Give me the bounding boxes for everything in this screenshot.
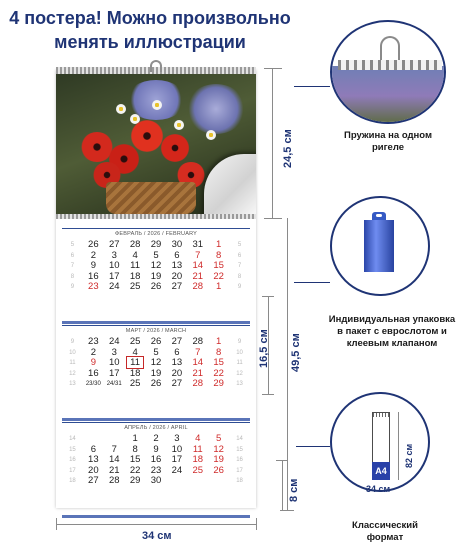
day-cell: 29 [213,378,224,389]
week-number: 16 [69,457,76,463]
day-cell: 28 [129,239,141,250]
lilac-flowers-right [186,84,246,134]
dim-width: 34 см [142,530,172,542]
day-cell: 25 [129,281,141,292]
day-cell: 19 [150,270,162,282]
daisy [206,130,216,140]
day-cell: 23 [150,464,162,476]
day-cell [187,476,208,487]
week-number: 10 [69,349,76,356]
day-cell: 20 [171,270,183,282]
week-row [62,261,250,272]
dim-tick [56,518,57,530]
hanging-hook-icon [380,36,400,60]
day-cell: 27 [88,475,99,486]
day-cell: 27 [171,281,183,292]
spring-detail-photo [332,66,446,124]
day-cell: 10 [108,260,120,271]
week-number: 17 [236,467,243,474]
week-number: 9 [70,284,75,290]
week-row [62,282,250,293]
week-row [62,240,250,251]
week-number: 7 [70,263,75,269]
flower-poster [56,74,256,214]
day-cell: 17 [108,367,120,379]
day-cell: 11 [192,443,203,455]
day-cell: 14 [192,260,204,271]
day-cell: 28 [192,281,204,292]
week-number: 15 [69,446,76,453]
day-cell: 17 [108,270,120,282]
day-cell [208,476,229,487]
a4-badge: A4 [372,462,390,480]
format-width: 34 см [366,484,391,494]
week-number: 9 [70,339,75,345]
month-april [62,422,250,518]
day-cell: 24/31 [106,381,122,387]
dim-tick [262,296,274,297]
day-cell [104,434,125,445]
week-number: 14 [236,436,243,442]
week-number: 15 [236,446,243,453]
day-cell: 28 [108,475,120,486]
day-cell: 8 [216,249,222,261]
format-height: 82 см [404,443,414,468]
dim-poster-height: 24,5 см [282,129,294,168]
day-cell: 3 [111,249,117,261]
day-cell: 10 [171,443,183,455]
day-cell: 13 [88,454,99,465]
month-title: МАРТ / 2026 / MARCH [62,325,250,335]
day-cell: 22 [213,367,224,379]
day-cell: 1 [132,433,138,444]
dim-tick [276,460,288,461]
week-number: 8 [70,273,75,280]
eurohole-icon [376,214,382,217]
dim-width-line [56,524,256,525]
day-cell: 11 [125,358,146,369]
day-cell: 27 [171,378,183,389]
month-bar [62,321,250,324]
week-row [62,337,250,348]
month-title: ФЕВРАЛЬ / 2026 / FEBRUARY [62,228,250,238]
day-cell: 26 [150,378,162,389]
day-cell: 24 [108,281,120,292]
daisy [116,104,126,114]
dim-bottom-height: 8 см [288,478,300,502]
day-cell: 2 [90,346,96,358]
week-number: 5 [237,242,242,248]
dim-tick [264,68,282,69]
caption-spring: Пружина на одном ригеле [344,130,432,153]
day-cell: 17 [171,454,183,465]
week-number: 6 [237,252,242,259]
day-cell: 7 [111,443,117,455]
day-cell: 28 [192,378,204,389]
day-cell: 5 [153,346,159,358]
connector-line [294,282,330,283]
day-cell: 4 [132,346,138,358]
day-cell: 7 [195,249,201,261]
week-row [62,476,250,487]
daisy [152,100,162,110]
day-cell: 18 [192,454,204,465]
day-cell: 11 [130,260,141,271]
day-cell: 22 [213,270,224,282]
month-title: АПРЕЛЬ / 2026 / APRIL [62,422,250,432]
connector-line [294,86,330,87]
spring-detail-ring [338,60,442,70]
hanging-hook-icon [150,60,162,72]
day-cell: 19 [150,367,162,379]
connector-line [296,446,330,447]
day-cell: 20 [88,464,99,476]
day-cell: 14 [108,454,120,465]
dim-tick [280,510,294,511]
day-cell: 22 [129,464,141,476]
month-grid [62,240,250,293]
month-grid [62,434,250,487]
day-cell: 8 [216,346,222,358]
day-cell: 27 [171,336,183,347]
day-cell: 21 [192,270,204,282]
spring-detail-circle [330,20,446,124]
day-cell: 1 [216,281,222,292]
day-cell: 12 [213,443,224,455]
format-sheet-spring [373,413,389,417]
day-cell: 10 [108,357,120,368]
week-number: 12 [69,370,76,377]
week-number: 11 [69,360,76,366]
day-cell: 3 [111,346,117,358]
week-number: 14 [69,436,76,442]
day-cell: 5 [216,433,222,444]
headline [0,6,300,54]
dim-tick [262,394,274,395]
day-cell: 1 [216,239,222,250]
day-cell: 25 [192,464,204,476]
day-cell: 16 [88,270,99,282]
day-cell: 23/30 [85,381,101,387]
day-cell: 12 [150,260,162,271]
day-cell: 19 [213,454,224,465]
day-cell: 2 [90,249,96,261]
day-cell: 23 [88,336,99,347]
dim-poster-line [272,68,273,218]
package-circle [330,196,430,296]
day-cell: 4 [195,433,201,444]
month-bar [62,515,250,518]
day-cell: 9 [90,260,96,271]
headline-line-2: менять иллюстрации [54,32,246,52]
dim-bottom-line [282,460,283,510]
week-row [62,434,250,445]
day-cell: 27 [108,239,120,250]
day-cell: 25 [129,378,141,389]
day-cell: 21 [108,464,120,476]
month-march [62,325,250,421]
day-cell: 30 [171,239,183,250]
day-cell: 26 [150,281,162,292]
wall-calendar [56,70,256,508]
week-number: 18 [69,478,76,484]
week-number: 16 [236,457,243,463]
day-cell [83,434,104,445]
wicker-basket [106,182,196,214]
day-cell: 15 [213,357,224,368]
day-cell: 8 [132,443,138,455]
day-cell: 24 [171,464,183,476]
poppy [130,120,164,152]
caption-package: Индивидуальная упаковка в пакет с еврослотом и клеевым клапаном [328,314,456,349]
week-number: 8 [237,273,242,280]
dim-tick [256,518,257,530]
day-cell: 26 [88,239,99,250]
week-row [62,455,250,466]
poster-spring [56,214,256,219]
week-row [62,358,250,369]
day-cell: 20 [171,367,183,379]
day-cell: 16 [88,367,99,379]
day-cell: 29 [129,475,141,486]
day-cell: 18 [129,270,141,282]
day-cell: 31 [192,239,204,250]
week-number: 13 [236,381,243,387]
day-cell: 25 [129,336,141,347]
dim-total-line [287,218,288,510]
day-cell: 6 [174,346,180,358]
day-cell: 30 [150,475,162,486]
dim-block-height: 16,5 см [258,329,270,368]
week-row [62,379,250,390]
week-number: 18 [236,478,243,484]
day-cell: 21 [192,367,204,379]
week-number: 9 [237,339,242,345]
week-number: 9 [237,284,242,290]
day-cell: 6 [90,443,96,455]
day-cell: 14 [192,357,204,368]
week-number: 12 [236,370,243,377]
day-cell: 16 [150,454,162,465]
day-cell: 13 [171,260,183,271]
package-bag-icon [364,220,394,272]
dim-total-height: 49,5 см [290,333,302,372]
day-cell: 1 [216,336,222,347]
week-number: 6 [70,252,75,259]
day-cell: 18 [129,367,141,379]
day-cell: 15 [213,260,224,271]
day-cell: 15 [129,454,141,465]
page-curl [204,154,256,214]
month-bar [62,418,250,421]
day-cell: 26 [150,336,162,347]
week-number: 5 [70,242,75,248]
day-cell [166,476,187,487]
week-number: 13 [69,381,76,387]
caption-format: Классический формат [352,520,418,543]
month-february [62,228,250,324]
day-cell: 26 [213,464,224,476]
daisy [174,120,184,130]
day-cell: 4 [132,249,138,261]
month-grid [62,337,250,390]
day-cell: 7 [195,346,201,358]
week-number: 10 [236,349,243,356]
day-cell: 3 [174,433,180,444]
day-cell: 9 [90,357,96,368]
day-cell: 24 [108,336,120,347]
day-cell: 23 [88,281,99,292]
day-cell: 13 [171,357,183,368]
week-number: 11 [236,360,243,366]
day-cell: 12 [150,357,162,368]
poppy [160,134,190,162]
day-cell: 5 [153,249,159,261]
week-number: 7 [237,263,242,269]
dim-tick [264,218,282,219]
day-cell: 6 [174,249,180,261]
week-number: 17 [69,467,76,474]
format-dim-line [398,412,399,480]
day-cell: 2 [153,433,159,444]
day-cell: 28 [192,336,204,347]
day-cell: 9 [153,443,159,455]
headline-line-1: 4 постера! Можно произвольно [9,8,291,28]
day-cell: 29 [150,239,162,250]
